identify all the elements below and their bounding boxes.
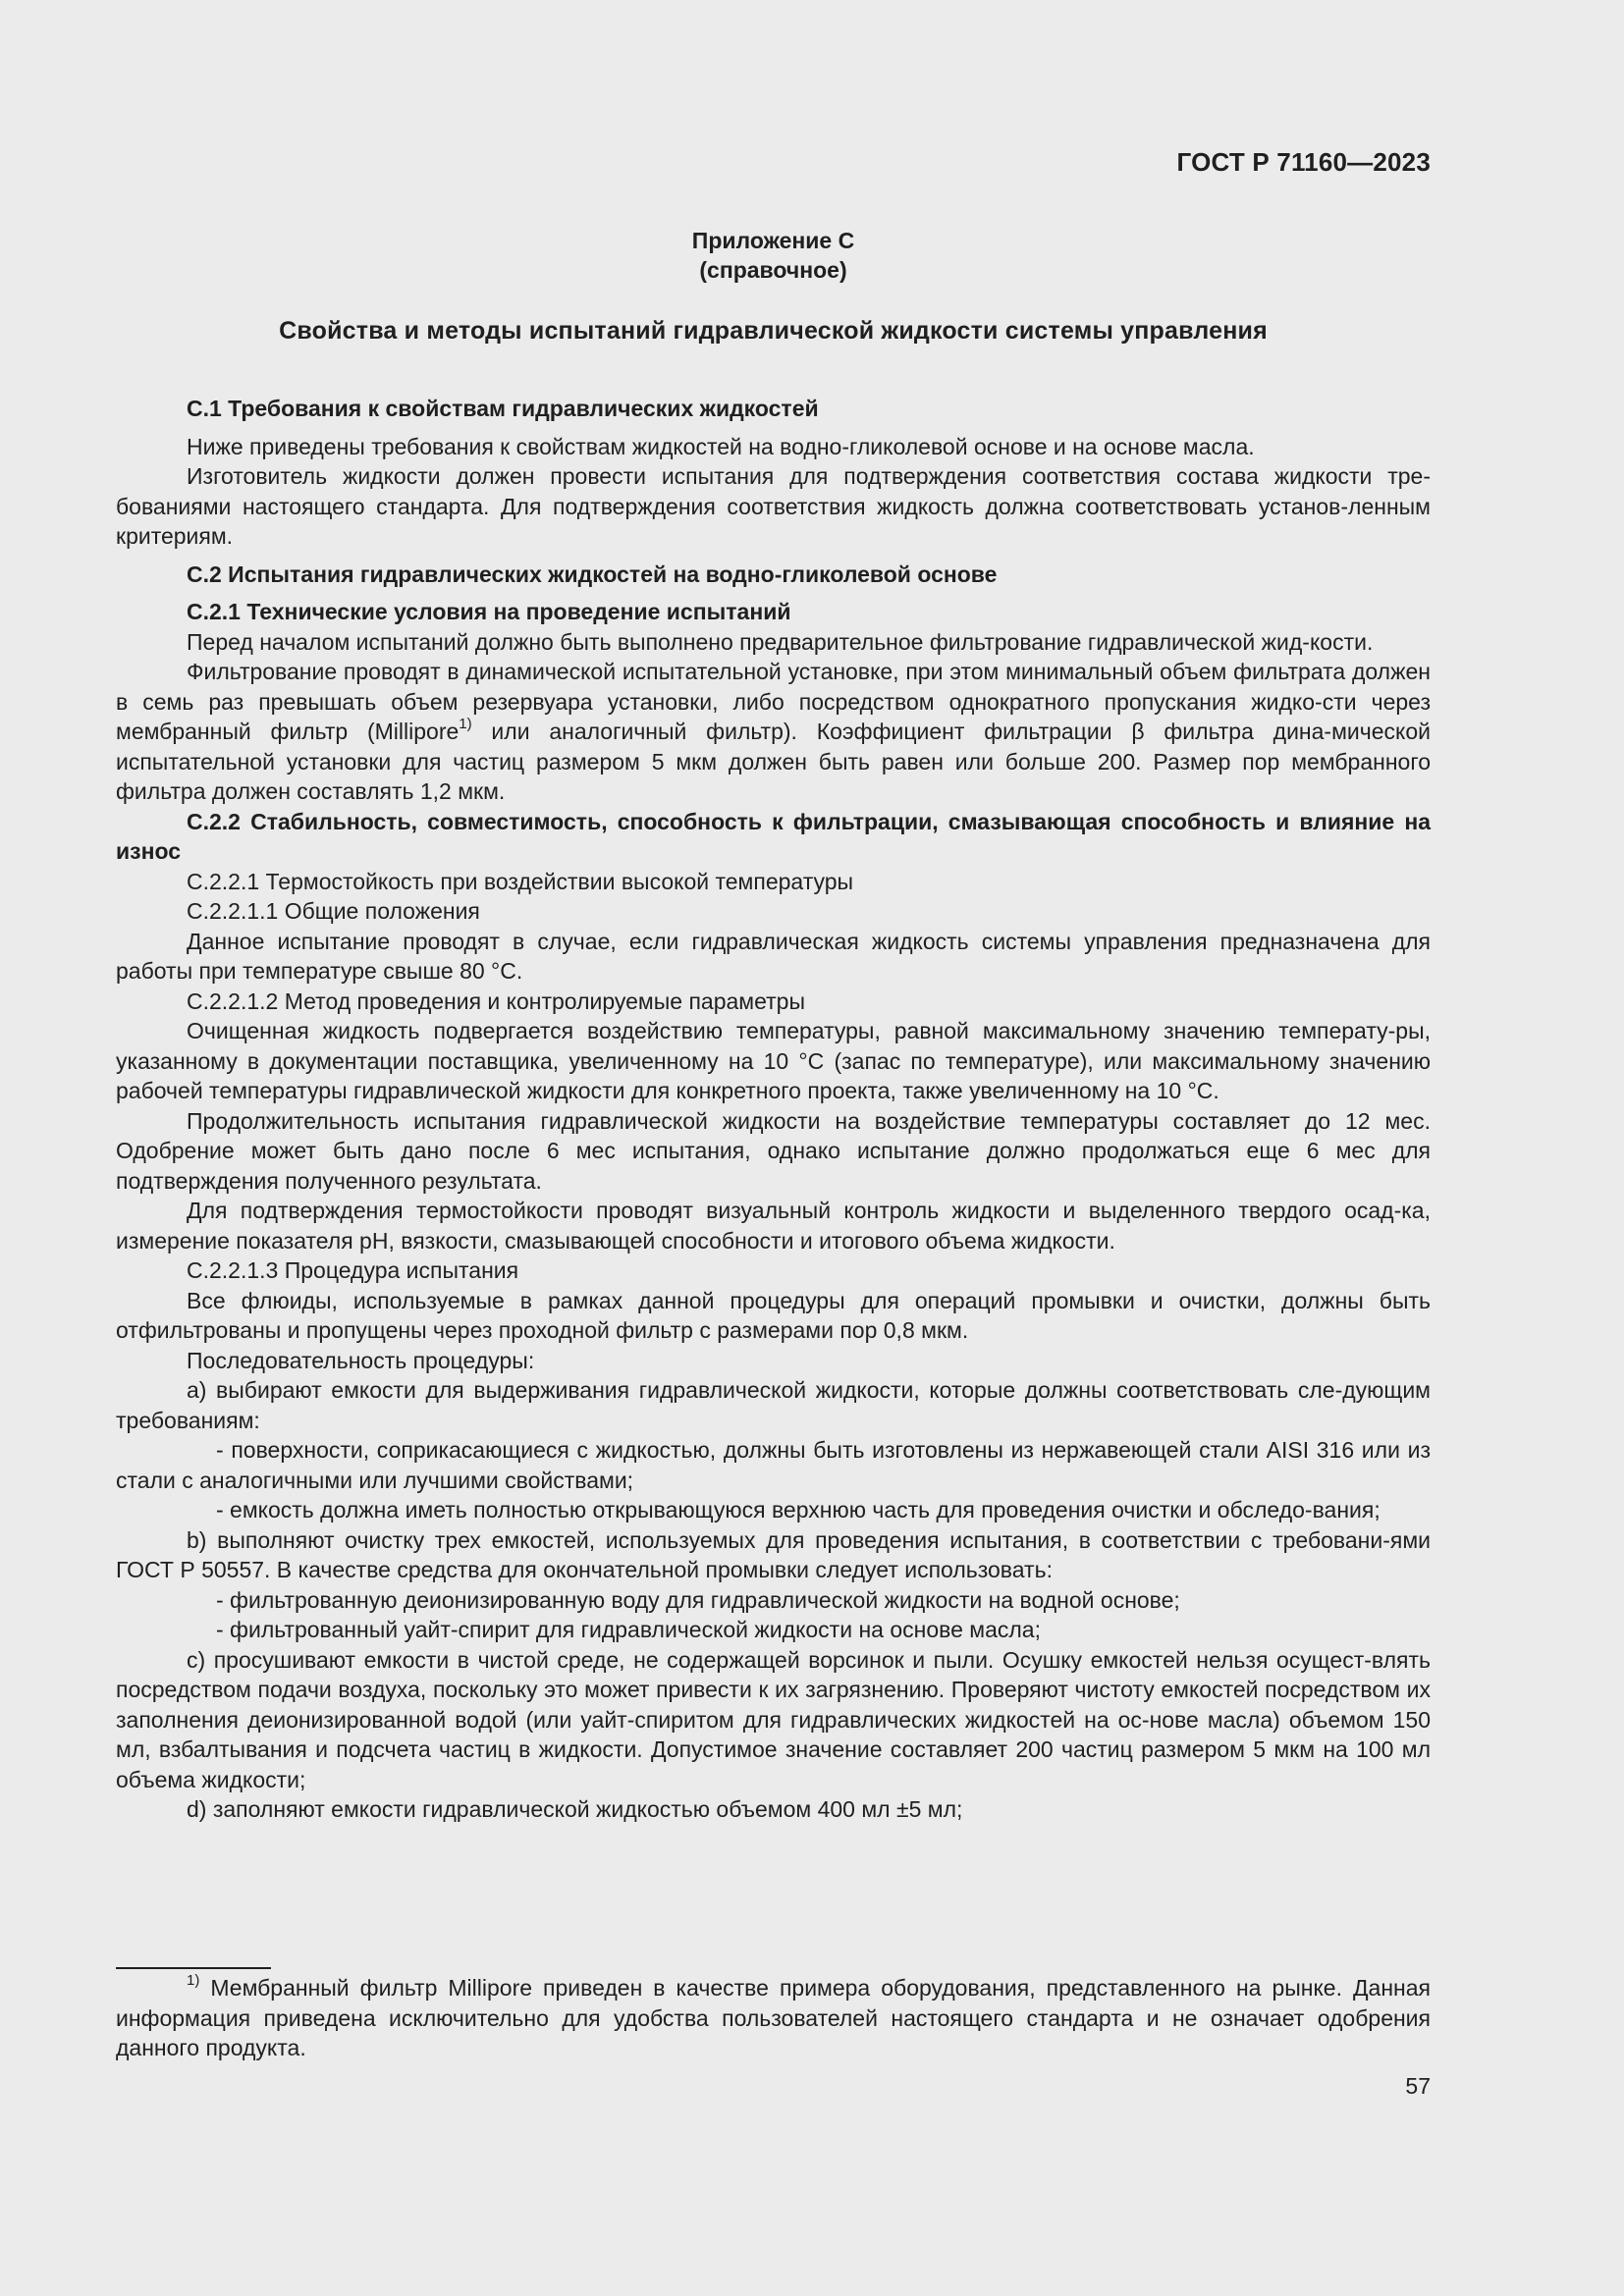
- section-heading-c2: С.2 Испытания гидравлических жидкостей на водно-гликолевой основе: [187, 561, 998, 587]
- dash-list-item: - фильтрованный уайт-спирит для гидравлической жидкости на основе масла;: [216, 1617, 1041, 1642]
- paragraph: Перед началом испытаний должно быть выполнено предварительное фильтрование гидравлической жид-кости.: [187, 628, 1374, 655]
- annex-heading: Свойства и методы испытаний гидравлической жидкости системы управления: [279, 317, 1268, 345]
- paragraph: Все флюиды, используемые в рамках данной процедуры для операций промывки и очистки, должны быть отфильтрованы и пропущены через проходной фильтр с размерами пор 0,8 мкм.: [116, 1287, 1431, 1343]
- paragraph-text: или аналогичный фильтр). Коэффициент фильтрации β фильтра дина-мической испытательной установки для частиц размером 5 мкм должен быть равен или больше 200. Размер пор мембранного фильтра должен составлять 1,2 мкм.: [116, 719, 1431, 804]
- paragraph: Изготовитель жидкости должен провести испытания для подтверждения соответствия состава жидкости тре-бованиями настоящего стандарта. Для подтверждения соответствия жидкость должна соответствовать установ-ленным критериям.: [116, 463, 1431, 549]
- paragraph: Для подтверждения термостойкости проводят визуальный контроль жидкости и выделенного твердого осад-ка, измерение показателя pH, вязкости, смазывающей способности и итогового объема жидкости.: [116, 1198, 1431, 1254]
- footnote-divider: [116, 1967, 271, 1969]
- list-item: a) выбирают емкости для выдерживания гидравлической жидкости, которые должны соответствовать сле-дующим требованиям:: [116, 1377, 1431, 1433]
- footnote-text: Мембранный фильтр Millipore приведен в качестве примера оборудования, представленного на рынке. Данная информация приведена исключительно для удобства пользователей настоящего стандарта и не означает одобрения данного продукта.: [116, 1975, 1431, 2060]
- subsection-heading: С.2.2.1.2 Метод проведения и контролируемые параметры: [187, 988, 805, 1014]
- footnote-reference: 1): [459, 716, 472, 733]
- subsection-heading: С.2.2.1.1 Общие положения: [187, 898, 480, 924]
- paragraph: Последовательность процедуры:: [187, 1347, 535, 1373]
- paragraph: Ниже приведены требования к свойствам жидкостей на водно-гликолевой основе и на основе масла.: [187, 433, 1255, 459]
- section-heading-c1: С.1 Требования к свойствам гидравлических жидкостей: [187, 396, 819, 421]
- paragraph-text: Фильтрование проводят в динамической испытательной установке, при этом минимальный объем фильтрата должен в семь раз превышать объем резервуара установки, либо посредством однократного пропускания жидко-сти через мембранный фильтр (Millipore: [116, 659, 1431, 744]
- paragraph-with-footnote-ref: [116, 657, 1431, 807]
- section-heading-c2-1: С.2.1 Технические условия на проведение испытаний: [187, 599, 791, 624]
- list-item: c) просушивают емкости в чистой среде, не содержащей ворсинок и пыли. Осушку емкостей нельзя осущест-влять посредством подачи воздуха, поскольку это может привести к их загрязнению. Проверяют чистоту емкостей посредством их заполнения деионизированной водой (или уайт-спиритом для гидравлических жидкостей на ос-нове масла) объемом 150 мл, взбалтывания и подсчета частиц в жидкости. Допустимое значение составляет 200 частиц размером 5 мкм на 100 мл объема жидкости;: [116, 1646, 1431, 1792]
- annex-title: Приложение С: [691, 228, 855, 253]
- dash-list-item: - емкость должна иметь полностью открывающуюся верхнюю часть для проведения очистки и обследо-вания;: [216, 1497, 1380, 1522]
- page-number: 57: [1405, 2073, 1431, 2099]
- dash-list-item: - фильтрованную деионизированную воду для гидравлической жидкости на водной основе;: [216, 1586, 1180, 1613]
- list-item: d) заполняют емкости гидравлической жидкостью объемом 400 мл ±5 мл;: [187, 1796, 963, 1822]
- document-page: [116, 0, 1431, 2296]
- section-heading-c2-2: С.2.2 Стабильность, совместимость, способность к фильтрации, смазывающая способность и влияние на износ: [116, 808, 1431, 864]
- paragraph: Очищенная жидкость подвергается воздействию температуры, равной максимальному значению температу-ры, указанному в документации поставщика, увеличенному на 10 °С (запас по температуре), или максимальному значению рабочей температуры гидравлической жидкости для конкретного проекта, также увеличенному на 10 °С.: [116, 1018, 1431, 1103]
- footnote: [116, 1973, 1431, 2063]
- document-code: ГОСТ Р 71160—2023: [1176, 147, 1431, 177]
- paragraph: Данное испытание проводят в случае, если гидравлическая жидкость системы управления предназначена для работы при температуре свыше 80 °С.: [116, 928, 1431, 984]
- subsection-heading: С.2.2.1.3 Процедура испытания: [187, 1257, 519, 1283]
- subsection-heading: С.2.2.1 Термостойкость при воздействии высокой температуры: [187, 868, 854, 894]
- annex-label: [116, 226, 1431, 285]
- footnote-marker: 1): [187, 1972, 200, 1990]
- list-item: b) выполняют очистку трех емкостей, используемых для проведения испытания, в соответствии с требовани-ями ГОСТ Р 50557. В качестве средства для окончательной промывки следует использовать:: [116, 1526, 1431, 1582]
- dash-list-item: - поверхности, соприкасающиеся с жидкостью, должны быть изготовлены из нержавеющей стали AISI 316 или из стали с аналогичными или лучшими свойствами;: [116, 1437, 1431, 1493]
- annex-kind: (справочное): [699, 257, 847, 283]
- body-text: [116, 394, 1431, 1825]
- paragraph: Продолжительность испытания гидравлической жидкости на воздействие температуры составляет до 12 мес. Одобрение может быть дано после 6 мес испытания, однако испытание должно продолжаться еще 6 мес для подтверждения полученного результата.: [116, 1107, 1431, 1194]
